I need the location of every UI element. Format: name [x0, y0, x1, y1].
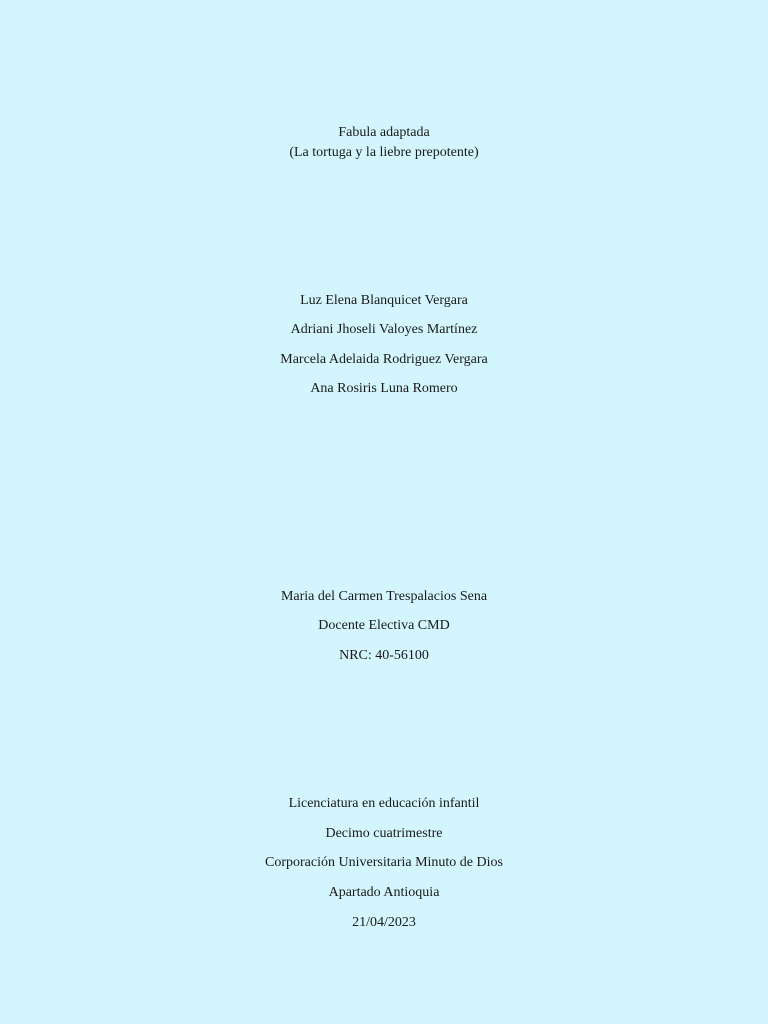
date: 21/04/2023: [352, 915, 416, 930]
author-name: Luz Elena Blanquicet Vergara: [300, 293, 468, 308]
course-nrc: NRC: 40-56100: [339, 648, 429, 663]
author-name: Adriani Jhoseli Valoyes Martínez: [290, 322, 478, 337]
teacher-role: Docente Electiva CMD: [318, 618, 450, 633]
title-line-1: Fabula adaptada: [338, 125, 430, 140]
author-name: Marcela Adelaida Rodriguez Vergara: [280, 352, 488, 367]
university-name: Corporación Universitaria Minuto de Dios: [265, 855, 503, 870]
teacher-name: Maria del Carmen Trespalacios Sena: [280, 589, 488, 604]
semester: Decimo cuatrimestre: [325, 826, 443, 841]
location: Apartado Antioquia: [328, 885, 440, 900]
program-name: Licenciatura en educación infantil: [288, 796, 480, 811]
author-name: Ana Rosiris Luna Romero: [310, 381, 458, 396]
title-line-2: (La tortuga y la liebre prepotente): [289, 145, 479, 160]
